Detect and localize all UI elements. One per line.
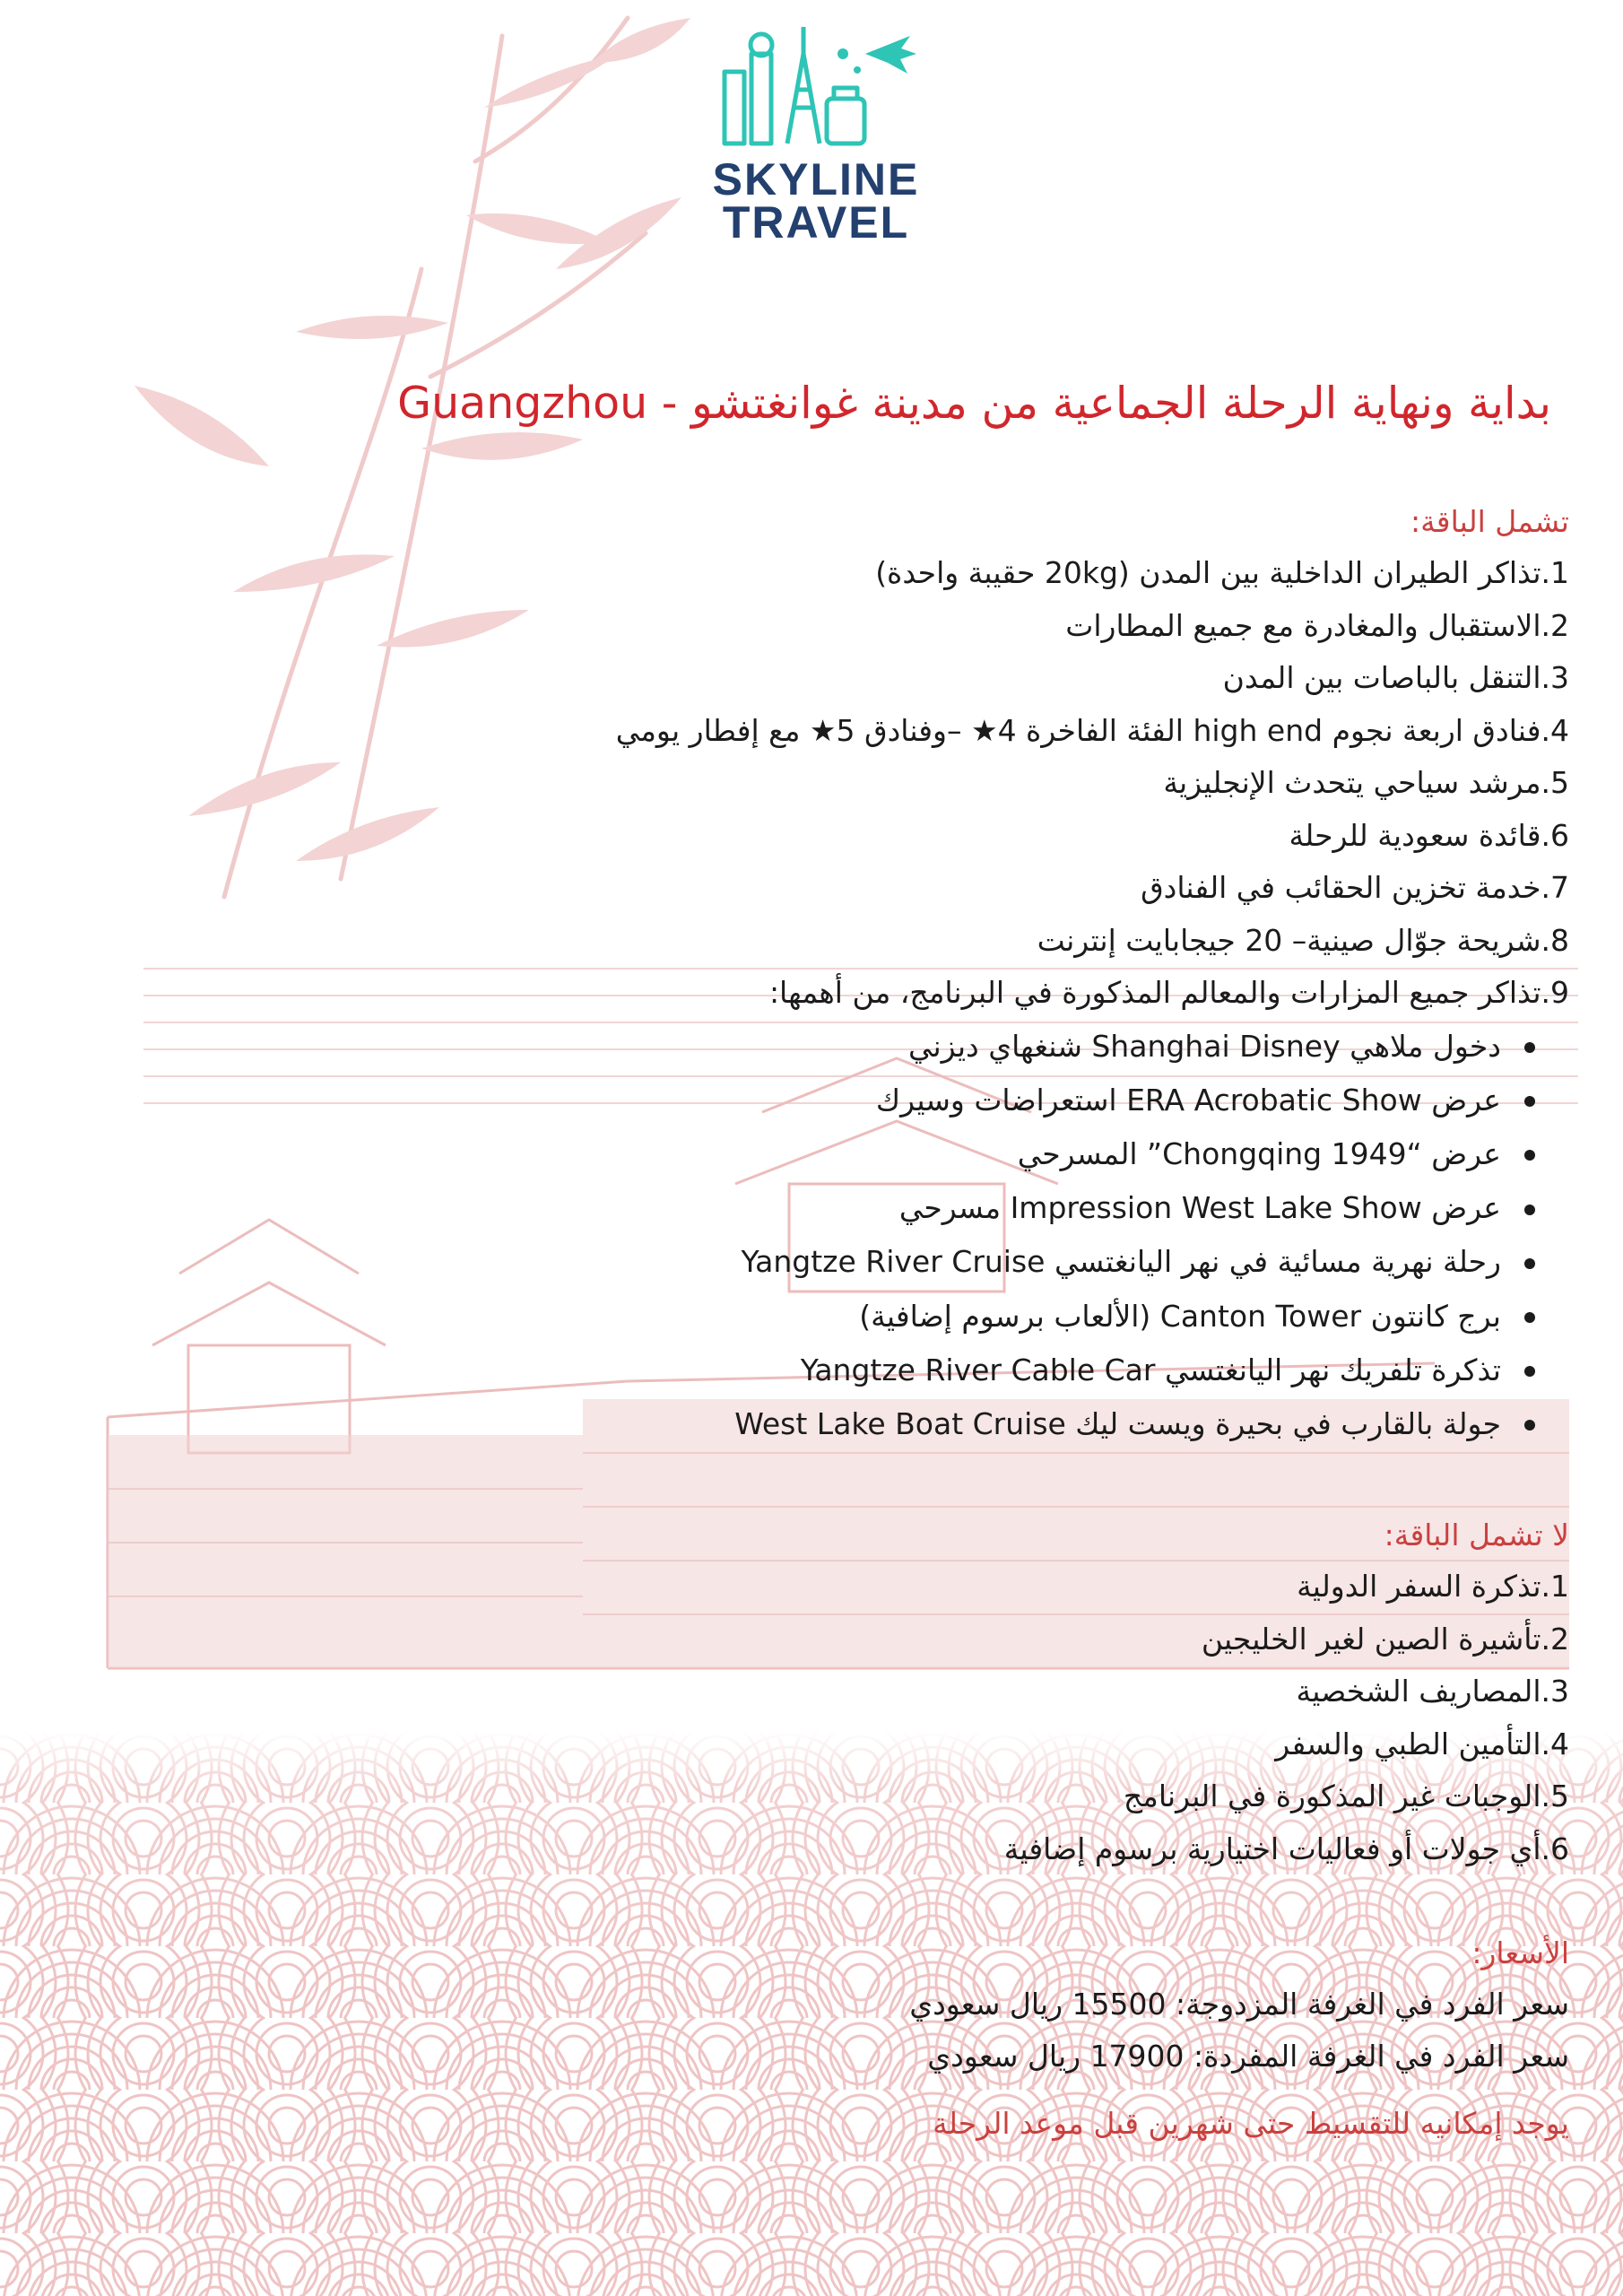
highlights-list [90,1020,1535,1452]
bullet-item: دخول ملاهي Shanghai Disney شنغهاي ديزني [90,1020,1535,1074]
list-item: 4.فنادق اربعة نجوم high end الفئة الفاخرة 4★ –وفنادق 5★ مع إفطار يومي [615,712,1569,748]
brand-logo [708,18,924,248]
prices-heading: الأسعار: [1471,1935,1569,1970]
brand-name-line2: TRAVEL [722,197,910,248]
price-single-room: سعر الفرد في الغرفة المفردة: 17900 ريال سعودي [927,2039,1569,2074]
list-item: 5.مرشد سياحي يتحدث الإنجليزية [1163,765,1569,800]
bullet-item: تذكرة تلفريك نهر اليانغتسي Yangtze River Cable Car [90,1344,1535,1397]
bullet-dot-icon [1524,1258,1535,1269]
list-item: 1.تذكرة السفر الدولية [1297,1569,1569,1604]
excluded-section [90,1510,1569,1875]
bullet-dot-icon [1524,1312,1535,1323]
price-double-room: سعر الفرد في الغرفة المزدوجة: 15500 ريال سعودي [909,1987,1569,2022]
bullet-dot-icon [1524,1096,1535,1107]
page-title: بداية ونهاية الرحلة الجماعية من مدينة غوانغتشو - Guangzhou [397,378,1551,429]
list-item: 6.قائدة سعودية للرحلة [1289,817,1569,853]
list-item: 3.التنقل بالباصات بين المدن [1222,660,1569,695]
included-list [90,547,1569,1020]
bullet-item: برج كانتون Canton Tower (الألعاب برسوم إضافية) [90,1290,1535,1344]
bullet-item: عرض “Chongqing 1949” المسرحي [90,1127,1535,1181]
list-item: 6.أي جولات أو فعاليات اختيارية برسوم إضافية [1003,1831,1569,1866]
city-skyline-icon [708,18,924,152]
included-heading: تشمل الباقة: [1410,504,1569,539]
list-item: 2.الاستقبال والمغادرة مع جميع المطارات [1065,607,1569,643]
list-item: 2.تأشيرة الصين لغير الخليجين [1201,1621,1569,1657]
excluded-list [90,1561,1569,1875]
list-item: 4.التأمين الطبي والسفر [1275,1726,1569,1761]
bullet-dot-icon [1524,1366,1535,1377]
list-item: 5.الوجبات غير المذكورة في البرنامج [1123,1779,1569,1813]
list-item: 7.خدمة تخزين الحقائب في الفنادق [1141,870,1569,905]
bullet-dot-icon [1524,1205,1535,1215]
excluded-heading: لا تشمل الباقة: [1384,1518,1569,1552]
list-item: 1.تذاكر الطيران الداخلية بين المدن (20kg حقيبة واحدة) [875,555,1569,590]
bullet-item: جولة بالقارب في بحيرة ويست ليك West Lake Boat Cruise [90,1397,1535,1451]
bullet-item: عرض ERA Acrobatic Show استعراضات وسيرك [90,1074,1535,1127]
bullet-dot-icon [1524,1150,1535,1161]
list-item: 8.شريحة جوّال صينية– 20 جيجابايت إنترنت [1037,922,1569,958]
bullet-dot-icon [1524,1042,1535,1053]
brand-name-line1: SKYLINE [712,154,920,204]
prices-section [90,1928,1569,2083]
installment-note: يوجد إمكانيه للتقسيط حتى شهرين قبل موعد الرحلة [933,2106,1569,2141]
bullet-item: رحلة نهرية مسائية في نهر اليانغتسي Yangtze River Cruise [90,1235,1535,1289]
bullet-dot-icon [1524,1420,1535,1431]
bullet-item: عرض Impression West Lake Show مسرحي [90,1181,1535,1235]
list-item: 9.تذاكر جميع المزارات والمعالم المذكورة في البرنامج، من أهمها: [768,975,1569,1010]
list-item: 3.المصاريف الشخصية [1296,1674,1569,1709]
included-section [90,497,1569,1451]
